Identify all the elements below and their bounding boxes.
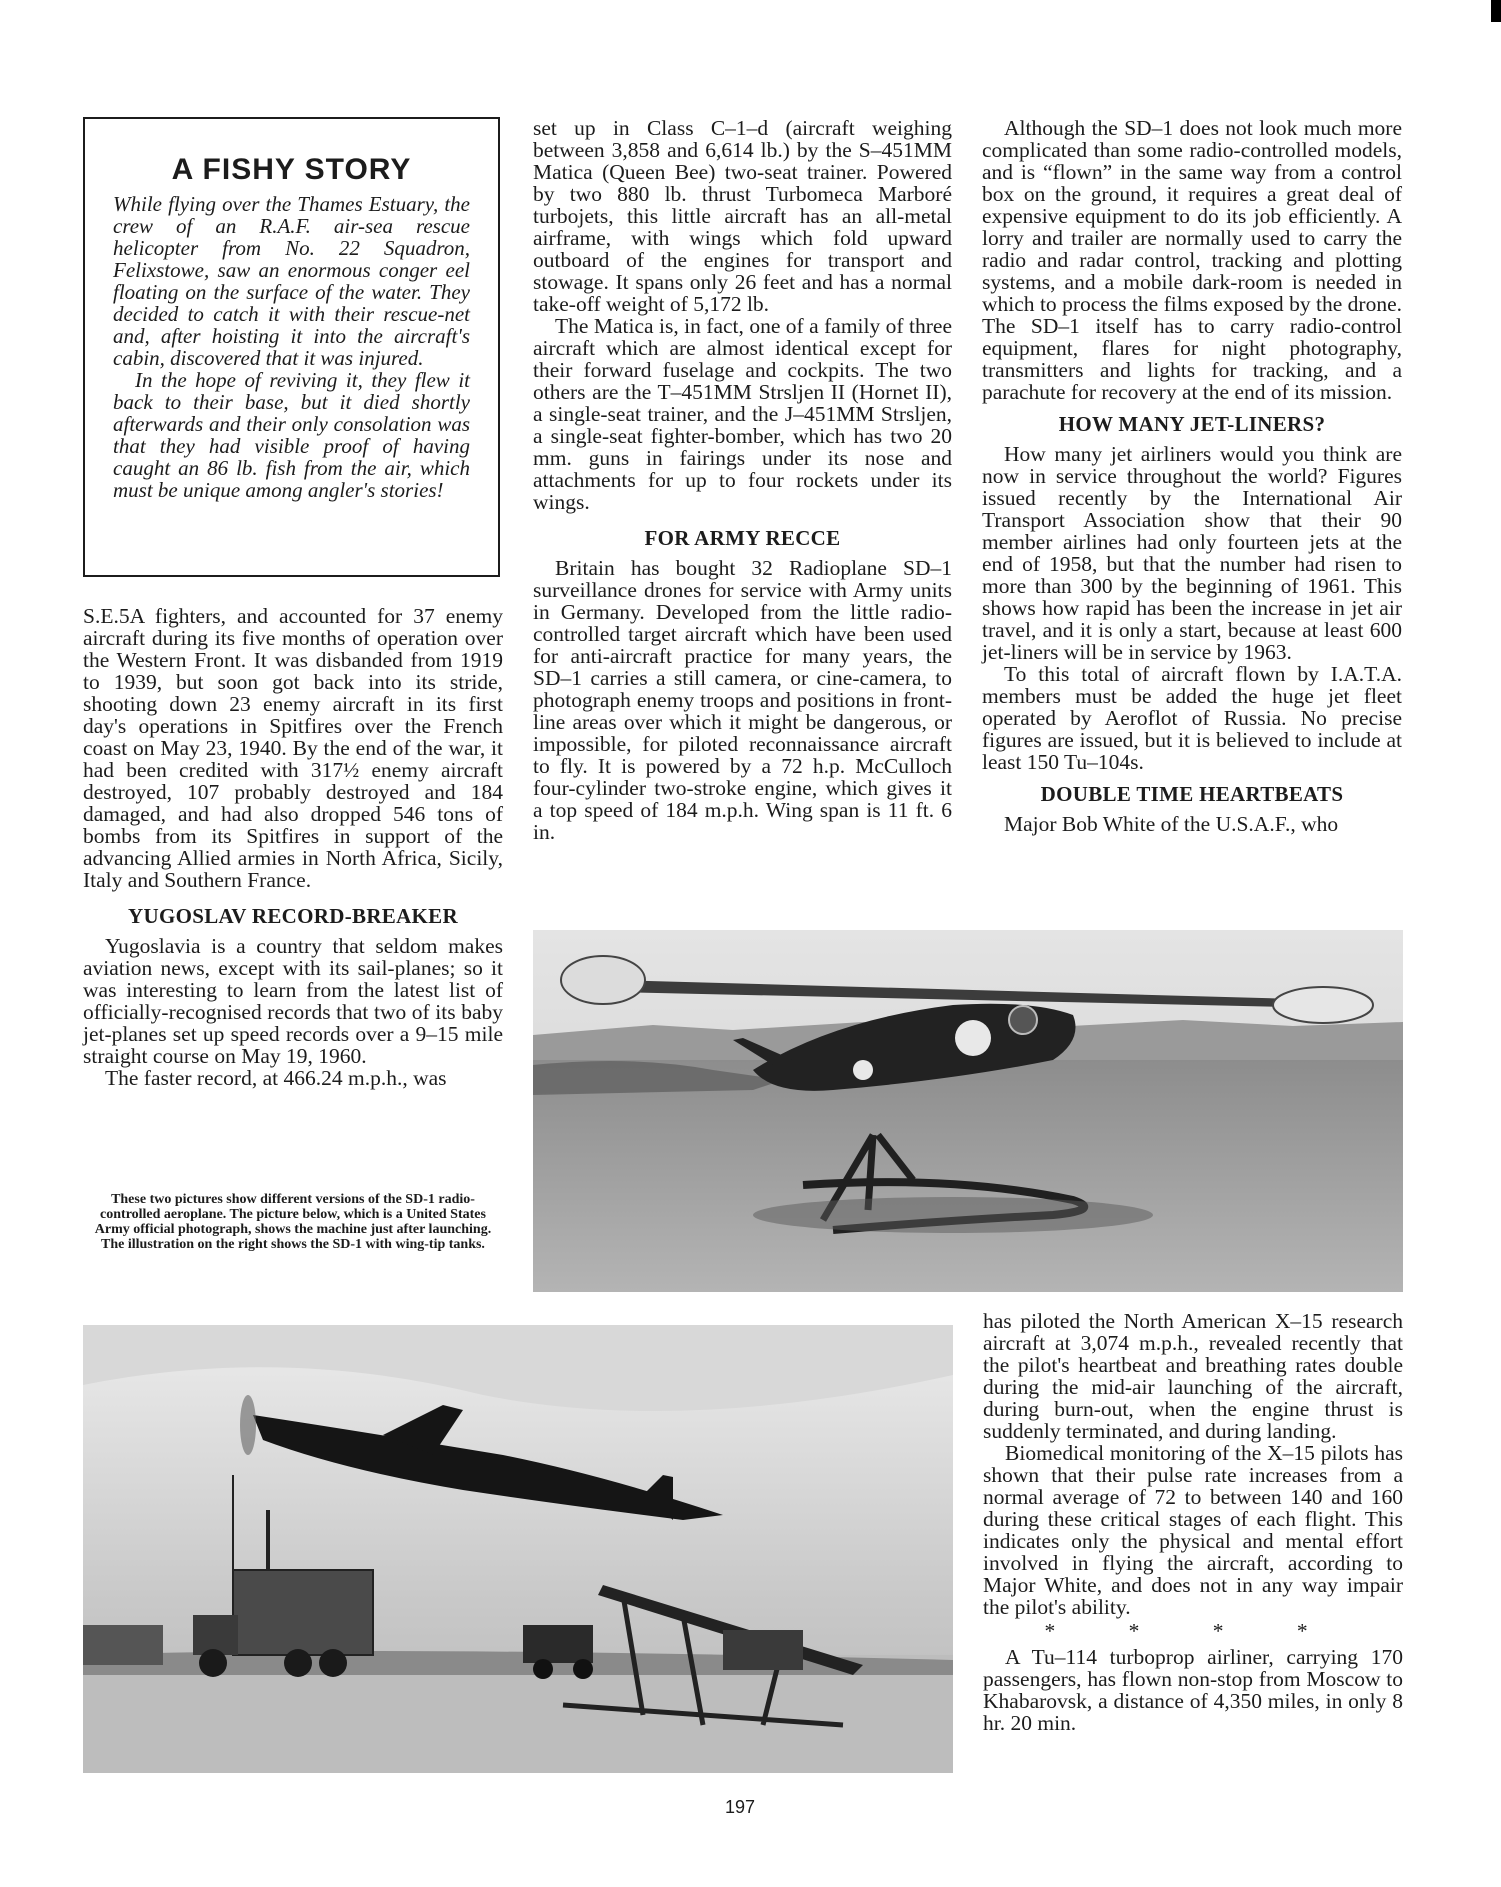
photo-caption: These two pictures show different versions of the SD-1 radio-controlled aeroplane. The picture below, which is a United States Army official photograph, shows the machine just after launching. The illustration on the right shows the SD-1 with wing-tip tanks. [94,1192,492,1252]
col2-heading: FOR ARMY RECCE [644,526,841,550]
sidebar-box [83,117,500,577]
column-3 [982,117,1402,835]
col2-para-1: set up in Class C–1–d (aircraft weighing between 3,858 and 6,614 lb.) by the S–451MM Matica (Queen Bee) two-seat trainer. Powered by two 880 lb. thrust Turbomeca Marboré turbojets, this little aircraft has an all-metal airframe, with wings which fold upward outboard of the engines for transport and stowage. It spans only 26 feet and has a normal take-off weight of 5,172 lb. [533,116,952,316]
col3-para-4: Major Bob White of the U.S.A.F., who [1004,812,1339,836]
sidebar-para-1: While flying over the Thames Estuary, the crew of an R.A.F. air-sea rescue helicopter from No. 22 Squadron, Felixstowe, saw an enormous conger eel floating on the surface of the water. They decided to catch it with their rescue-net and, after hoisting it into the aircraft's cabin, discovered that it was injured. [113,192,470,370]
col1-para-1: S.E.5A fighters, and accounted for 37 enemy aircraft during its five months of operation over the Western Front. It was disbanded from 1919 to 1939, but soon got back into its stride, shooting down 23 enemy aircraft in its first day's operations in Spitfires over the French coast on May 23, 1940. By the end of the war, it had been credited with 317½ enemy aircraft destroyed, 107 probably destroyed and 184 damaged, and had also dropped 546 tons of bombs from its Spitfires in support of the advancing Allied armies in North Africa, Sicily, Italy and Southern France. [83,604,503,892]
col2-para-3: Britain has bought 32 Radioplane SD–1 surveillance drones for service with Army units in Germany. Developed from the little radio-controlled target aircraft which have been used for anti-aircraft practice for many years, the SD–1 carries a still camera, or cine-camera, to photograph enemy troops and positions in front-line areas over which it might be dangerous, or impossible, for piloted reconnaissance aircraft to fly. It is powered by a 72 h.p. McCulloch four-cylinder two-stroke engine, which gives it a top speed of 184 m.p.h. Wing span is 11 ft. 6 in. [533,556,952,844]
col3-para-1: Although the SD–1 does not look much more complicated than some radio-controlled models, and is “flown” in the same way from a control box on the ground, it requires a great deal of expensive equipment to do its job efficiently. A lorry and trailer are normally used to carry the radio and radar control, tracking and plotting systems, and a mobile dark-room is needed in which to process the films exposed by the drone. The SD–1 itself has to carry radio-control equipment, flares for night photography, transmitters and lights for tracking, and a parachute for recovery at the end of its mission. [982,116,1402,404]
col1-heading: YUGOSLAV RECORD-BREAKER [128,904,458,928]
drone-launch-image [83,1325,953,1773]
col3-para-3: To this total of aircraft flown by I.A.T.A. members must be added the huge jet fleet operated by Aeroflot of Russia. No precise figures are issued, but it is believed to include at least 150 Tu–104s. [982,662,1402,774]
corner-mark [1491,0,1501,22]
col3b-para-2: Biomedical monitoring of the X–15 pilots has shown that their pulse rate increases from a normal average of 72 to between 140 and 160 during these critical stages of each flight. This indicates only the physical and mental effort involved in flying the aircraft, according to Major White, and does not in any way impair the pilot's ability. [983,1441,1403,1619]
col3b-para-1: has piloted the North American X–15 research aircraft at 3,074 m.p.h., revealed recently that the pilot's heartbeat and breathing rates double during the mid-air launching of the aircraft, during burn-out, when the engine thrust is suddenly terminated, and during landing. [983,1309,1403,1443]
col1-para-3: The faster record, at 466.24 m.p.h., was [105,1066,447,1090]
page-number: 197 [725,1797,756,1817]
col2-para-2: The Matica is, in fact, one of a family of three aircraft which are almost identical except for their forward fuselage and cockpits. The two others are the T–451MM Strsljen II (Hornet II), a single-seat trainer, and the J–451MM Strsljen, a single-seat fighter-bomber, which has two 20 mm. guns in fairings under its nose and attachments for up to four rockets under its wings. [533,314,952,514]
col3-heading-1: HOW MANY JET-LINERS? [1058,412,1326,436]
section-stars: * * * * [1044,1619,1342,1643]
drone-on-stand-photo [533,930,1403,1292]
drone-on-stand-image [533,930,1403,1292]
col3-heading-2: DOUBLE TIME HEARTBEATS [1040,782,1344,806]
column-1 [83,605,503,1089]
sidebar-para-2: In the hope of reviving it, they flew it back to their base, but it died shortly afterwards and their only consolation was that they had visible proof of having caught an 86 lb. fish from the air, which must be unique among angler's stories! [113,368,470,502]
sidebar-title: A FISHY STORY [171,153,412,186]
col1-para-2: Yugoslavia is a country that seldom makes aviation news, except with its sail-planes; so it was interesting to learn from the latest list of officially-recognised records that two of its baby jet-planes set up speed records over a 9–15 mile straight course on May 19, 1960. [83,934,503,1068]
column-2 [533,117,952,843]
col3b-para-3: A Tu–114 turboprop airliner, carrying 170 passengers, has flown non-stop from Moscow to Khabarovsk, a distance of 4,350 miles, in only 8 hr. 20 min. [983,1645,1403,1735]
column-3-continued [983,1310,1403,1734]
drone-launch-photo [83,1325,953,1773]
col3-para-2: How many jet airliners would you think are now in service throughout the world? Figures issued recently by the International Air Transport Association show that their 90 member airlines had only fourteen jets at the end of 1958, but that the number had risen to more than 300 by the beginning of 1961. This shows how rapid has been the increase in jet air travel, and it is only a start, because at least 600 jet-liners will be in service by 1963. [982,442,1402,664]
